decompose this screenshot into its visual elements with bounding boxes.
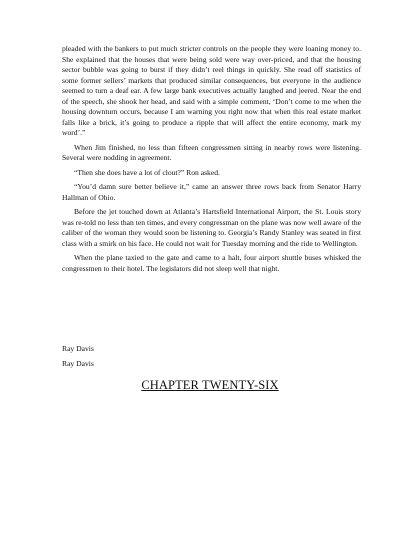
paragraph: When Jim finished, no less than fifteen congressmen sitting in nearby rows were listening. Several were nodding in agreement. bbox=[62, 142, 361, 162]
author-signature: Ray Davis bbox=[62, 359, 94, 368]
paragraph: When the plane taxied to the gate and came to a halt, four airport shuttle buses whisked the congressmen to their hotel. The legislators did not sleep well that night. bbox=[62, 253, 361, 273]
author-signature: Ray Davis bbox=[62, 344, 94, 353]
body-text bbox=[62, 44, 361, 278]
paragraph: “Then she does have a lot of clout?” Ron asked. bbox=[74, 167, 220, 177]
paragraph: pleaded with the bankers to put much stricter controls on the people they were loaning money to. She explained that the houses that were being sold were way over-priced, and that the housing sector bubble was going to burst if they didn’t reel things in quickly. She read off statistics of some former sellers’ markets that produced similar consequences, but everyone in the audience seemed to turn a deaf ear. A few large bank executives actually laughed and jeered. Near the end of the speech, she shook her head, and said with a simple comment, ‘Don’t come to me when the housing downturn occurs, because I am warning you right now that when this real estate market falls like a brick, it’s going to produce a ripple that will affect the entire economy, mark my word’.” bbox=[62, 44, 361, 137]
paragraph: Before the jet touched down at Atlanta’s Hartsfield International Airport, the St. Louis story was re-told no less than ten times, and every congressman on the plane was now well aware of the caliber of the woman they would soon be listening to. Georgia’s Randy Stanley was seated in first class with a smirk on his face. He could not wait for Tuesday morning and the ride to Wellington. bbox=[62, 207, 361, 248]
paragraph: “You’d damn sure better believe it,” came an answer three rows back from Senator Harry Hallman of Ohio. bbox=[62, 182, 361, 202]
chapter-heading: CHAPTER TWENTY-SIX bbox=[141, 378, 279, 392]
